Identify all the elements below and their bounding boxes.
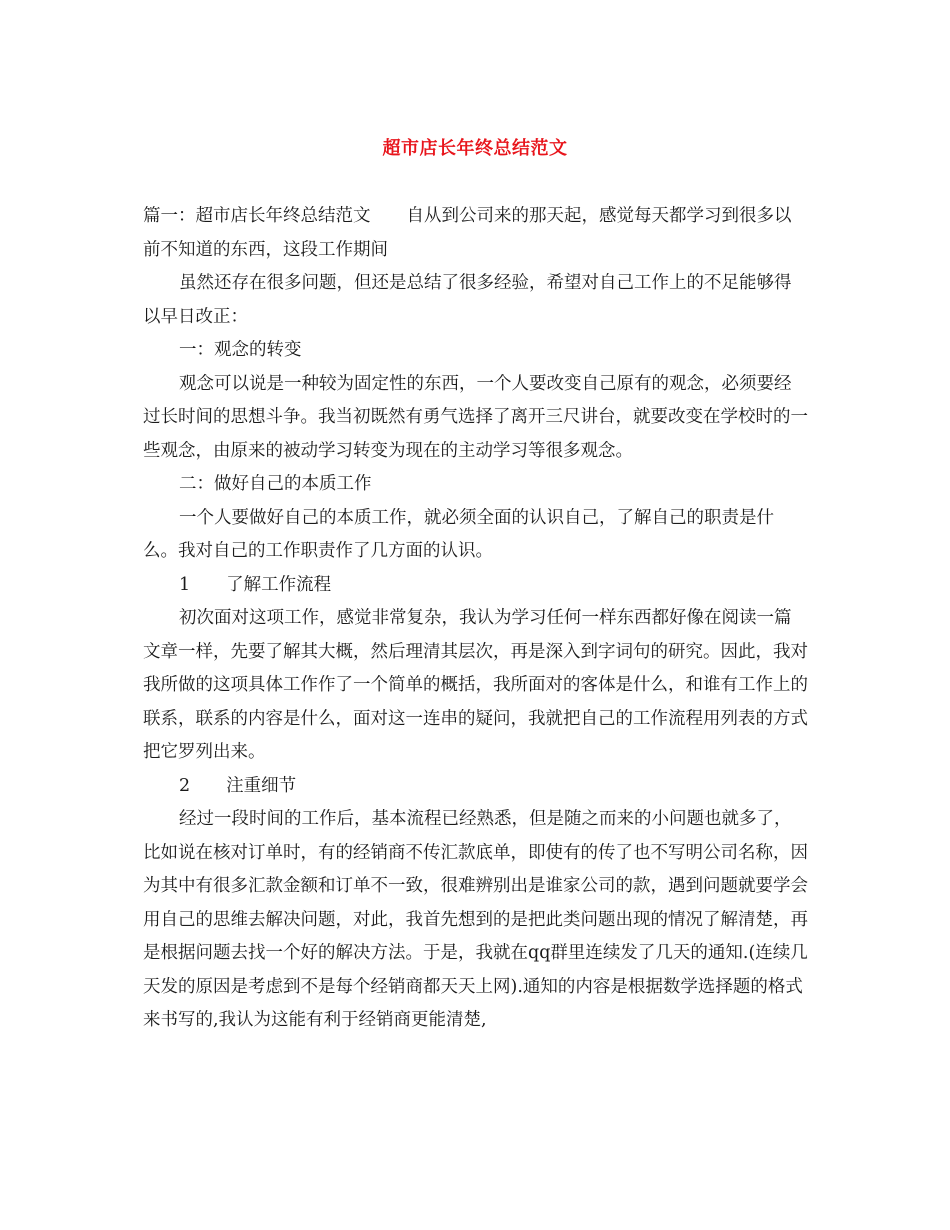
numbered-item-1 (143, 569, 808, 603)
document-body (143, 200, 808, 1038)
paragraph: 初次面对这项工作，感觉非常复杂，我认为学习任何一样东西都好像在阅读一篇文章一样，先要了解其大概，然后理清其层次，再是深入到字词句的研究。因此，我对我所做的这项具体工作作了一个简单的概括，我所面对的客体是什么，和谁有工作上的联系，联系的内容是什么，面对这一连串的疑问，我就把自己的工作流程用列表的方式把它罗列出来。 (143, 608, 808, 762)
paragraph: 经过一段时间的工作后，基本流程已经熟悉，但是随之而来的小问题也就多了，比如说在核对订单时，有的经销商不传汇款底单，即使有的传了也不写明公司名称，因为其中有很多汇款金额和订单不一致，很难辨别出是谁家公司的款，遇到问题就要学会用自己的思维去解决问题，对此，我首先想到的是把此类问题出现的情况了解清楚，再是根据问题去找一个好的解决方法。于是，我就在qq群里连续发了几天的通知.(连续几天发的原因是考虑到不是每个经销商都天天上网).通知的内容是根据数学选择题的格式来书写的,我认为这能有利于经销商更能清楚, (143, 809, 808, 1030)
section-heading: 篇一：超市店长年终总结范文 (143, 206, 371, 226)
paragraph: 虽然还存在很多问题，但还是总结了很多经验，希望对自己工作上的不足能够得以早日改正： (143, 273, 792, 327)
document-title: 超市店长年终总结范文 (382, 138, 568, 159)
paragraph-text: 自从到公司来的那天起，感觉每天都学习到很多以前不知道的东西，这段工作期间 (143, 206, 792, 260)
paragraph: 一个人要做好自己的本质工作，就必须全面的认识自己，了解自己的职责是什么。我对自己的工作职责作了几方面的认识。 (143, 507, 774, 561)
item-text: 了解工作流程 (226, 574, 332, 595)
item-number: 1 (179, 574, 191, 595)
item-number: 2 (179, 775, 191, 796)
lead-paragraph (143, 200, 808, 267)
subheading-1: 一：观念的转变 (179, 340, 302, 360)
item-text: 注重细节 (226, 775, 297, 796)
paragraph: 观念可以说是一种较为固定性的东西，一个人要改变自己原有的观念，必须要经过长时间的思想斗争。我当初既然有勇气选择了离开三尺讲台，就要改变在学校时的一些观念，由原来的被动学习转变为现在的主动学习等很多观念。 (143, 373, 808, 461)
numbered-item-2 (143, 770, 808, 804)
subheading-2: 二：做好自己的本质工作 (179, 474, 372, 494)
